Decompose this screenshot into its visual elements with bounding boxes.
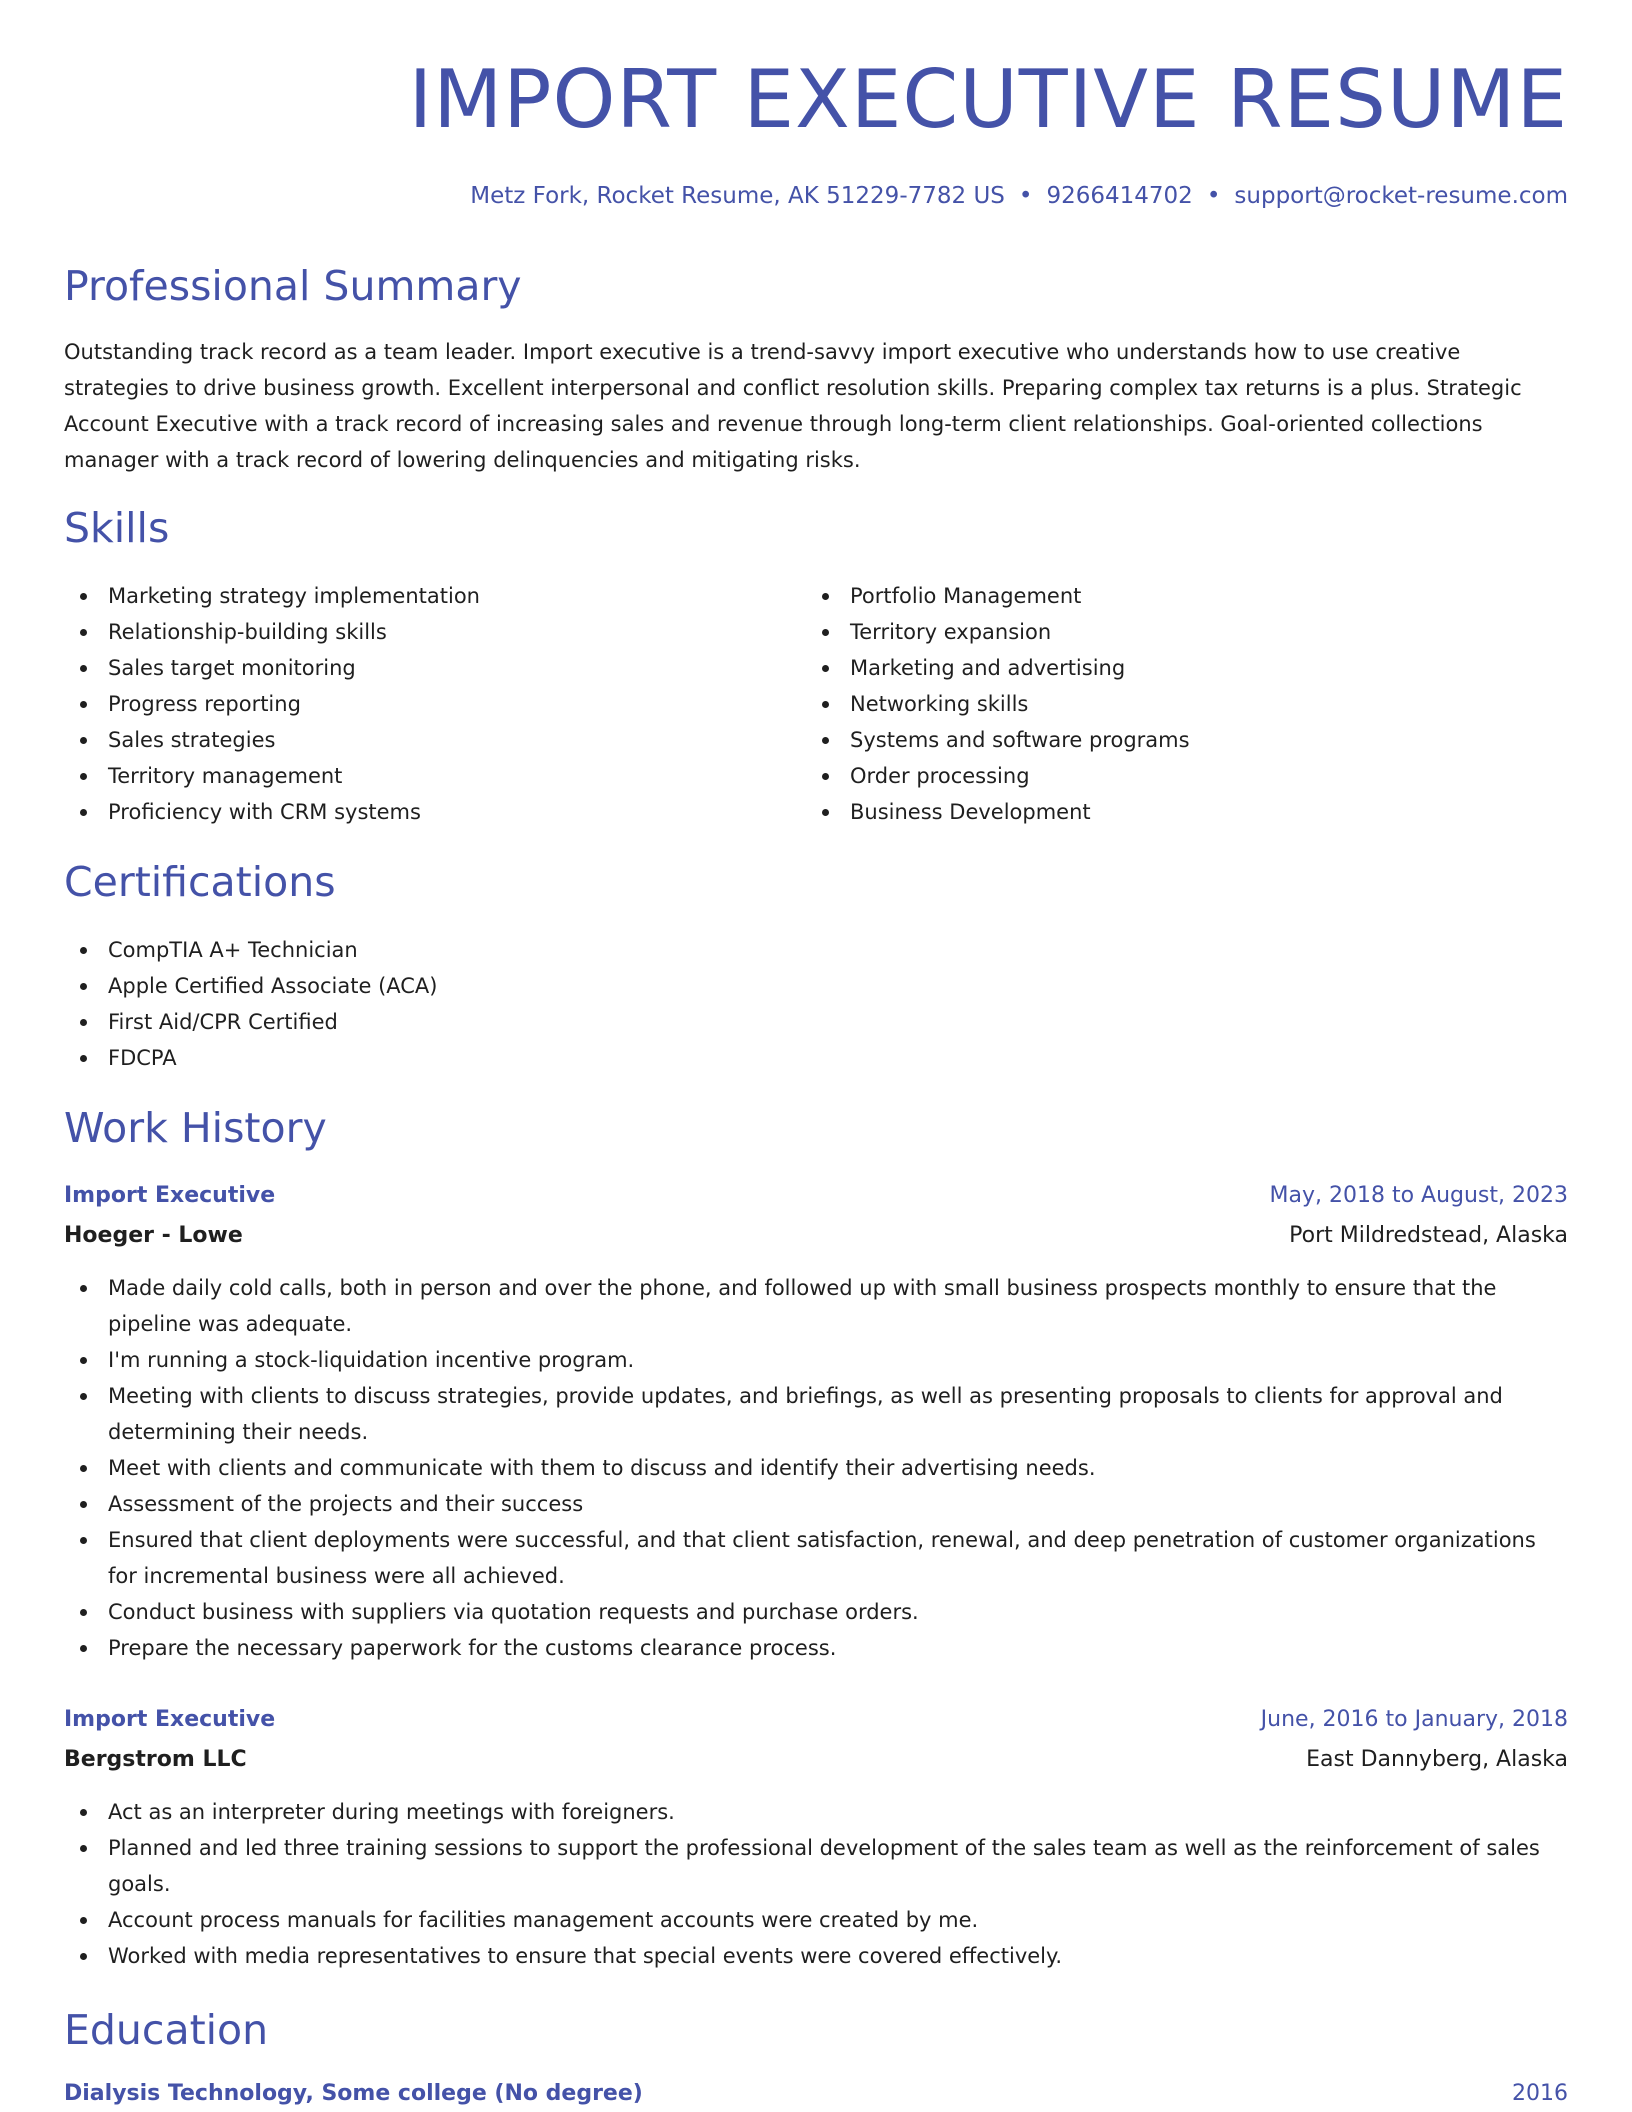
- job-bullet: Made daily cold calls, both in person and over the phone, and followed up with small business prospects monthly to ensure that the pipeline was adequate.: [64, 1270, 1568, 1342]
- education-row: [64, 2076, 1568, 2112]
- skill-item: Portfolio Management: [806, 578, 1566, 614]
- skill-item: Order processing: [806, 758, 1566, 794]
- education-degree: Dialysis Technology, Some college (No degree): [64, 2081, 643, 2106]
- contact-email[interactable]: support@rocket-resume.com: [1234, 183, 1568, 209]
- job-bullet: Worked with media representatives to ensure that special events were covered effectively.: [64, 1938, 1568, 1974]
- job-bullet: Planned and led three training sessions to support the professional development of the sales team as well as the reinforcement of sales goals.: [64, 1830, 1568, 1902]
- skill-item: Systems and software programs: [806, 722, 1566, 758]
- job-bullet: Ensured that client deployments were successful, and that client satisfaction, renewal, and deep penetration of customer organizations for incremental business were all achieved.: [64, 1522, 1568, 1594]
- skill-item: Progress reporting: [64, 686, 764, 722]
- skill-item: Territory management: [64, 758, 764, 794]
- skill-item: Marketing strategy implementation: [64, 578, 764, 614]
- job-company: Hoeger - Lowe: [64, 1223, 243, 1248]
- job-company: Bergstrom LLC: [64, 1747, 247, 1772]
- job-dates: May, 2018 to August, 2023: [1269, 1183, 1568, 1208]
- certification-item: FDCPA: [64, 1040, 1568, 1076]
- certifications-list: [64, 932, 1568, 1076]
- job-bullet: Account process manuals for facilities management accounts were created by me.: [64, 1902, 1568, 1938]
- job-bullet: Act as an interpreter during meetings with foreigners.: [64, 1794, 1568, 1830]
- job-company-row: [64, 1742, 1568, 1778]
- job-bullets: [64, 1270, 1568, 1666]
- certification-item: CompTIA A+ Technician: [64, 932, 1568, 968]
- skills-list-left: [64, 578, 764, 830]
- skill-item: Territory expansion: [806, 614, 1566, 650]
- job-location: East Dannyberg, Alaska: [1306, 1747, 1568, 1772]
- summary-text: Outstanding track record as a team leader. Import executive is a trend-savvy import executive who understands how to use creative strategies to drive business growth. Excellent interpersonal and conflict resolution skills. Preparing complex tax returns is a plus. Strategic Account Executive with a track record of increasing sales and revenue through long-term client relationships. Goal-oriented collections manager with a track record of lowering delinquencies and mitigating risks.: [64, 340, 1522, 472]
- certification-item: Apple Certified Associate (ACA): [64, 968, 1568, 1004]
- job-location: Port Mildredstead, Alaska: [1289, 1223, 1568, 1248]
- job-bullet: Meet with clients and communicate with them to discuss and identify their advertising needs.: [64, 1450, 1568, 1486]
- work-history-heading: Work History: [64, 1104, 327, 1152]
- contact-address: Metz Fork, Rocket Resume, AK 51229-7782 US: [470, 183, 1005, 209]
- skill-item: Sales strategies: [64, 722, 764, 758]
- skill-item: Business Development: [806, 794, 1566, 830]
- job-bullet: Meeting with clients to discuss strategies, provide updates, and briefings, as well as presenting proposals to clients for approval and determining their needs.: [64, 1378, 1568, 1450]
- skill-item: Sales target monitoring: [64, 650, 764, 686]
- job-bullets: [64, 1794, 1568, 1974]
- education-heading: Education: [64, 2006, 269, 2054]
- skill-item: Networking skills: [806, 686, 1566, 722]
- contact-phone[interactable]: 9266414702: [1046, 183, 1193, 209]
- contact-separator: •: [1018, 183, 1033, 209]
- certification-item: First Aid/CPR Certified: [64, 1004, 1568, 1040]
- job-title-row: [64, 1178, 1568, 1214]
- skills-list-right: [806, 578, 1566, 830]
- skill-item: Marketing and advertising: [806, 650, 1566, 686]
- job-bullet: I'm running a stock-liquidation incentive program.: [64, 1342, 1568, 1378]
- skill-item: Proficiency with CRM systems: [64, 794, 764, 830]
- skill-item: Relationship-building skills: [64, 614, 764, 650]
- job-title-row: [64, 1702, 1568, 1738]
- certifications-heading: Certifications: [64, 858, 336, 906]
- job-bullet: Assessment of the projects and their success: [64, 1486, 1568, 1522]
- job-company-row: [64, 1218, 1568, 1254]
- skills-heading: Skills: [64, 504, 170, 552]
- job-role: Import Executive: [64, 1183, 276, 1208]
- contact-line: [470, 180, 1568, 212]
- contact-separator: •: [1206, 183, 1221, 209]
- education-year: 2016: [1512, 2081, 1568, 2106]
- job-role: Import Executive: [64, 1707, 276, 1732]
- resume-title: IMPORT EXECUTIVE RESUME: [408, 53, 1568, 146]
- summary-heading: Professional Summary: [64, 262, 522, 310]
- job-bullet: Prepare the necessary paperwork for the customs clearance process.: [64, 1630, 1568, 1666]
- job-bullet: Conduct business with suppliers via quotation requests and purchase orders.: [64, 1594, 1568, 1630]
- job-dates: June, 2016 to January, 2018: [1260, 1707, 1568, 1732]
